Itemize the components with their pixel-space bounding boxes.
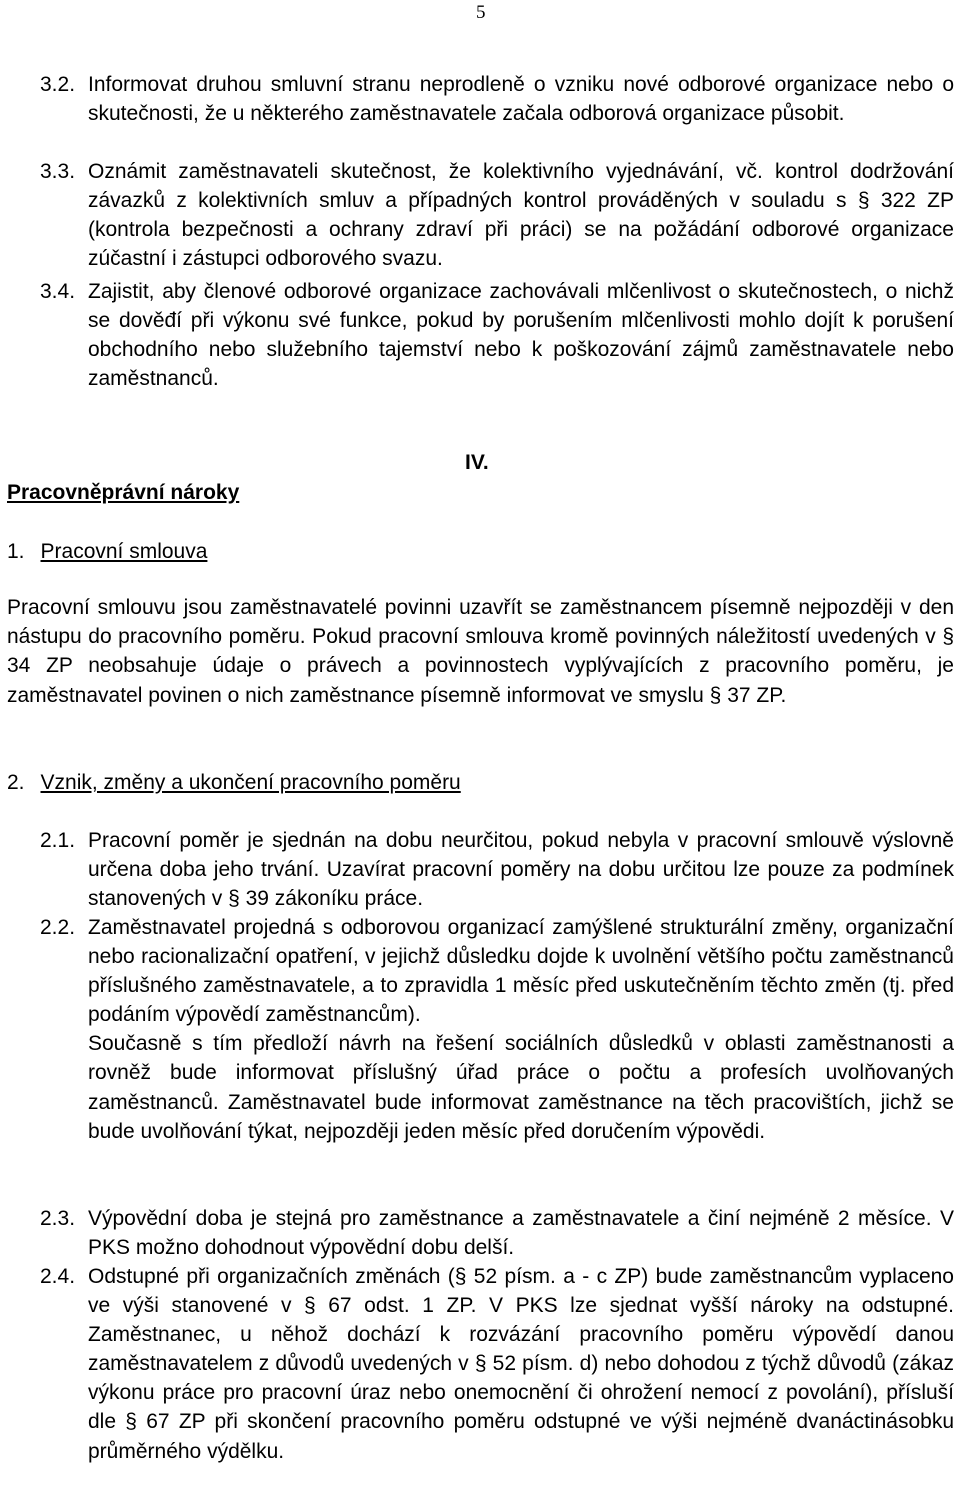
clause-number: 3.3. [40, 160, 76, 183]
clause-text: Výpovědní doba je stejná pro zaměstnance a zaměstnavatele a činí nejméně 2 měsíce. V PKS možno dohodnout výpovědní dobu delší. [88, 1207, 954, 1260]
clause-text: Zajistit, aby členové odborové organizace zachovávali mlčenlivost o skutečnostech, o nichž se dověđí při výkonu své funkce, pokud by porušením mlčenlivosti mohlo dojít k porušení obchodního nebo služebního tajemství nebo k poškozování zájmů zaměstnavatele nebo zaměstnanců. [88, 280, 954, 391]
employment-contract-paragraph: Pracovní smlouvu jsou zaměstnavatelé povinni uzavřít se zaměstnancem písemně nejpozději v den nástupu do pracovního poměru. Pokud pracovní smlouva kromě povinných náležitostí uvedených v § 34 ZP neobsahuje údaje o právech a povinnostech vyplývajících z pracovního poměru, je zaměstnavatel povinen o nich zaměstnance písemně informovat ve smyslu § 37 ZP. [7, 596, 954, 707]
page-number: 5 [476, 2, 486, 23]
subsection-title: Pracovní smlouva [40, 540, 208, 563]
clause-text: Pracovní poměr je sjednán na dobu neurčitou, pokud nebyla v pracovní smlouvě výslovně určena doba jeho trvání. Uzavírat pracovní poměry na dobu určitou lze pouze za podmínek stanovených v § 39 zákoníku práce. [88, 829, 954, 911]
clause-2-1 [40, 826, 954, 913]
clause-number: 2.1. [40, 829, 76, 852]
clause-2-4 [40, 1262, 954, 1466]
clause-number: 2.2. [40, 916, 76, 939]
clause-text: Odstupné při organizačních změnách (§ 52 písm. a - c ZP) bude zaměstnancům vyplaceno ve výši stanovené v § 67 odst. 1 ZP. V PKS lze sjednat vyšší nároky na odstupné. Zaměstnanec, u něhož dochází k rozvázání pracovního poměru výpovědí danou zaměstnavatelem z důvodů uvedených v § 52 písm. d) nebo dohodou z týchž důvodů (zákaz výkonu práce pro pracovní úraz nebo onemocnění či ohrožení nemocí z povolání), přísluší dle § 67 ZP při skončení pracovního poměru odstupné ve výši nejméně dvanáctinásobku průměrného výdělku. [88, 1265, 954, 1463]
clause-3-2 [40, 70, 954, 128]
chapter-number: IV. [465, 451, 489, 474]
clause-text: Oznámit zaměstnavateli skutečnost, že kolektivního vyjednávání, vč. kontrol dodržování závazků z kolektivních smluv a případných kontrol prováděných v souladu s § 322 ZP (kontrola bezpečnosti a ochrany zdraví při práci) se na požádání odborové organizace zúčastní i zástupci odborového svazu. [88, 160, 954, 271]
subsection-title: Vznik, změny a ukončení pracovního poměru [40, 771, 461, 794]
subsection-heading-2 [7, 768, 461, 797]
clause-2-3 [40, 1204, 954, 1262]
clause-3-3 [40, 157, 954, 273]
clause-number: 2.4. [40, 1265, 76, 1288]
subsection-heading-1 [7, 537, 207, 566]
clause-text: Zaměstnavatel projedná s odborovou organizací zamýšlené strukturální změny, organizační nebo racionalizační opatření, v jejichž důsledku dojde k uvolnění většího počtu zaměstnanců příslušného zaměstnavatele, a to zpravidla 1 měsíc před uskutečněním těchto změn (tj. před podáním výpovědí zaměstnancům). [88, 916, 954, 1027]
clause-2-2 [40, 913, 954, 1146]
section-title: Pracovněprávní nároky [7, 481, 240, 504]
subsection-number: 1. [7, 540, 25, 563]
clause-text: Informovat druhou smluvní stranu neprodleně o vzniku nové odborové organizace nebo o skutečnosti, že u některého zaměstnavatele začala odborová organizace působit. [88, 73, 954, 126]
clause-number: 3.4. [40, 280, 76, 303]
clause-number: 3.2. [40, 73, 76, 96]
clause-3-4 [40, 277, 954, 393]
subsection-number: 2. [7, 771, 25, 794]
clause-number: 2.3. [40, 1207, 76, 1230]
clause-text-continued: Současně s tím předloží návrh na řešení sociálních důsledků v oblasti zaměstnanosti a rovněž bude informovat příslušný úřad práce o počtu a profesích uvolňovaných zaměstnanců. Zaměstnavatel bude informovat zaměstnance na těch pracovištích, jichž se bude uvolňování týkat, nejpozději jeden měsíc před doručením výpovědi. [88, 1032, 954, 1143]
